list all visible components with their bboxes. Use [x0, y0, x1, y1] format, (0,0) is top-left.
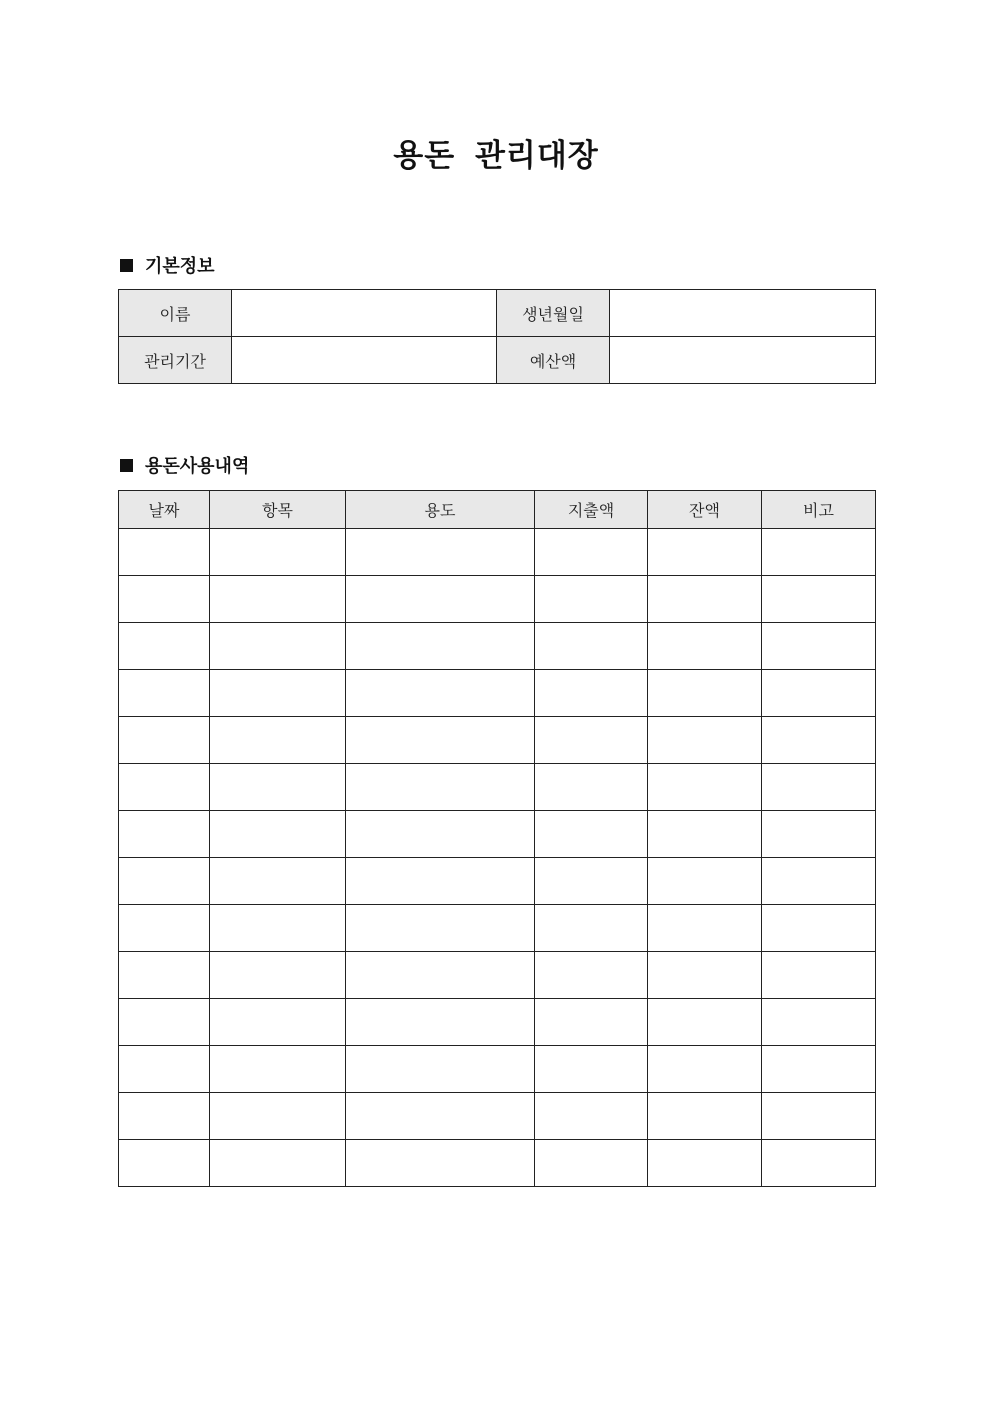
item-cell[interactable]: [210, 717, 346, 764]
period-label: 관리기간: [119, 337, 232, 384]
balance-cell[interactable]: [648, 1093, 762, 1140]
purpose-cell[interactable]: [346, 952, 535, 999]
date-cell[interactable]: [119, 623, 210, 670]
balance-cell[interactable]: [648, 811, 762, 858]
expense-cell[interactable]: [535, 717, 648, 764]
date-cell[interactable]: [119, 1093, 210, 1140]
date-cell[interactable]: [119, 858, 210, 905]
expense-cell[interactable]: [535, 905, 648, 952]
usage-heading: [120, 453, 249, 477]
square-bullet-icon: [120, 459, 133, 472]
note-cell[interactable]: [762, 764, 876, 811]
balance-cell[interactable]: [648, 576, 762, 623]
balance-cell[interactable]: [648, 764, 762, 811]
item-cell[interactable]: [210, 529, 346, 576]
date-cell[interactable]: [119, 905, 210, 952]
balance-cell[interactable]: [648, 717, 762, 764]
note-cell[interactable]: [762, 1140, 876, 1187]
item-cell[interactable]: [210, 1093, 346, 1140]
item-cell[interactable]: [210, 764, 346, 811]
expense-cell[interactable]: [535, 811, 648, 858]
column-header-note: 비고: [762, 491, 876, 529]
table-row: [119, 764, 876, 811]
date-cell[interactable]: [119, 1046, 210, 1093]
usage-header-row: [119, 491, 876, 529]
date-cell[interactable]: [119, 999, 210, 1046]
column-header-purpose: 용도: [346, 491, 535, 529]
note-cell[interactable]: [762, 623, 876, 670]
item-cell[interactable]: [210, 905, 346, 952]
purpose-cell[interactable]: [346, 764, 535, 811]
basic-info-table: [118, 289, 876, 384]
expense-cell[interactable]: [535, 764, 648, 811]
expense-cell[interactable]: [535, 576, 648, 623]
table-row: [119, 1046, 876, 1093]
note-cell[interactable]: [762, 905, 876, 952]
table-row: [119, 717, 876, 764]
note-cell[interactable]: [762, 1046, 876, 1093]
basic-info-heading-text: 기본정보: [145, 256, 215, 277]
item-cell[interactable]: [210, 623, 346, 670]
item-cell[interactable]: [210, 576, 346, 623]
table-row: [119, 999, 876, 1046]
birthdate-label: 생년월일: [497, 290, 610, 337]
item-cell[interactable]: [210, 670, 346, 717]
table-row: [119, 1093, 876, 1140]
item-cell[interactable]: [210, 952, 346, 999]
period-field[interactable]: [232, 337, 497, 384]
date-cell[interactable]: [119, 764, 210, 811]
basic-info-row: [119, 290, 876, 337]
balance-cell[interactable]: [648, 1140, 762, 1187]
note-cell[interactable]: [762, 952, 876, 999]
purpose-cell[interactable]: [346, 529, 535, 576]
date-cell[interactable]: [119, 670, 210, 717]
date-cell[interactable]: [119, 952, 210, 999]
basic-info-row: [119, 337, 876, 384]
usage-heading-text: 용돈사용내역: [145, 456, 250, 477]
purpose-cell[interactable]: [346, 717, 535, 764]
item-cell[interactable]: [210, 999, 346, 1046]
purpose-cell[interactable]: [346, 905, 535, 952]
note-cell[interactable]: [762, 858, 876, 905]
balance-cell[interactable]: [648, 529, 762, 576]
expense-cell[interactable]: [535, 1093, 648, 1140]
table-row: [119, 811, 876, 858]
note-cell[interactable]: [762, 670, 876, 717]
basic-info-heading: [120, 253, 215, 277]
purpose-cell[interactable]: [346, 670, 535, 717]
item-cell[interactable]: [210, 1046, 346, 1093]
item-cell[interactable]: [210, 1140, 346, 1187]
square-bullet-icon: [120, 259, 133, 272]
note-cell[interactable]: [762, 1093, 876, 1140]
expense-cell[interactable]: [535, 1140, 648, 1187]
table-row: [119, 670, 876, 717]
budget-label: 예산액: [497, 337, 610, 384]
purpose-cell[interactable]: [346, 1140, 535, 1187]
note-cell[interactable]: [762, 811, 876, 858]
purpose-cell[interactable]: [346, 1093, 535, 1140]
item-cell[interactable]: [210, 858, 346, 905]
expense-cell[interactable]: [535, 999, 648, 1046]
table-row: [119, 952, 876, 999]
table-row: [119, 623, 876, 670]
date-cell[interactable]: [119, 811, 210, 858]
date-cell[interactable]: [119, 717, 210, 764]
birthdate-field[interactable]: [610, 290, 876, 337]
date-cell[interactable]: [119, 576, 210, 623]
purpose-cell[interactable]: [346, 999, 535, 1046]
item-cell[interactable]: [210, 811, 346, 858]
purpose-cell[interactable]: [346, 623, 535, 670]
name-label: 이름: [119, 290, 232, 337]
usage-table: [118, 490, 876, 1187]
table-row: [119, 576, 876, 623]
balance-cell[interactable]: [648, 670, 762, 717]
purpose-cell[interactable]: [346, 1046, 535, 1093]
balance-cell[interactable]: [648, 858, 762, 905]
name-field[interactable]: [232, 290, 497, 337]
balance-cell[interactable]: [648, 905, 762, 952]
balance-cell[interactable]: [648, 999, 762, 1046]
balance-cell[interactable]: [648, 952, 762, 999]
date-cell[interactable]: [119, 1140, 210, 1187]
budget-field[interactable]: [610, 337, 876, 384]
expense-cell[interactable]: [535, 529, 648, 576]
table-row: [119, 858, 876, 905]
column-header-item: 항목: [210, 491, 346, 529]
purpose-cell[interactable]: [346, 858, 535, 905]
purpose-cell[interactable]: [346, 811, 535, 858]
date-cell[interactable]: [119, 529, 210, 576]
column-header-date: 날짜: [119, 491, 210, 529]
table-row: [119, 1140, 876, 1187]
expense-cell[interactable]: [535, 1046, 648, 1093]
expense-cell[interactable]: [535, 623, 648, 670]
page-title: 용돈 관리대장: [393, 138, 599, 174]
table-row: [119, 905, 876, 952]
expense-cell[interactable]: [535, 952, 648, 999]
table-row: [119, 529, 876, 576]
balance-cell[interactable]: [648, 1046, 762, 1093]
purpose-cell[interactable]: [346, 576, 535, 623]
balance-cell[interactable]: [648, 623, 762, 670]
note-cell[interactable]: [762, 999, 876, 1046]
note-cell[interactable]: [762, 576, 876, 623]
column-header-expense: 지출액: [535, 491, 648, 529]
expense-cell[interactable]: [535, 858, 648, 905]
note-cell[interactable]: [762, 717, 876, 764]
column-header-balance: 잔액: [648, 491, 762, 529]
expense-cell[interactable]: [535, 670, 648, 717]
note-cell[interactable]: [762, 529, 876, 576]
